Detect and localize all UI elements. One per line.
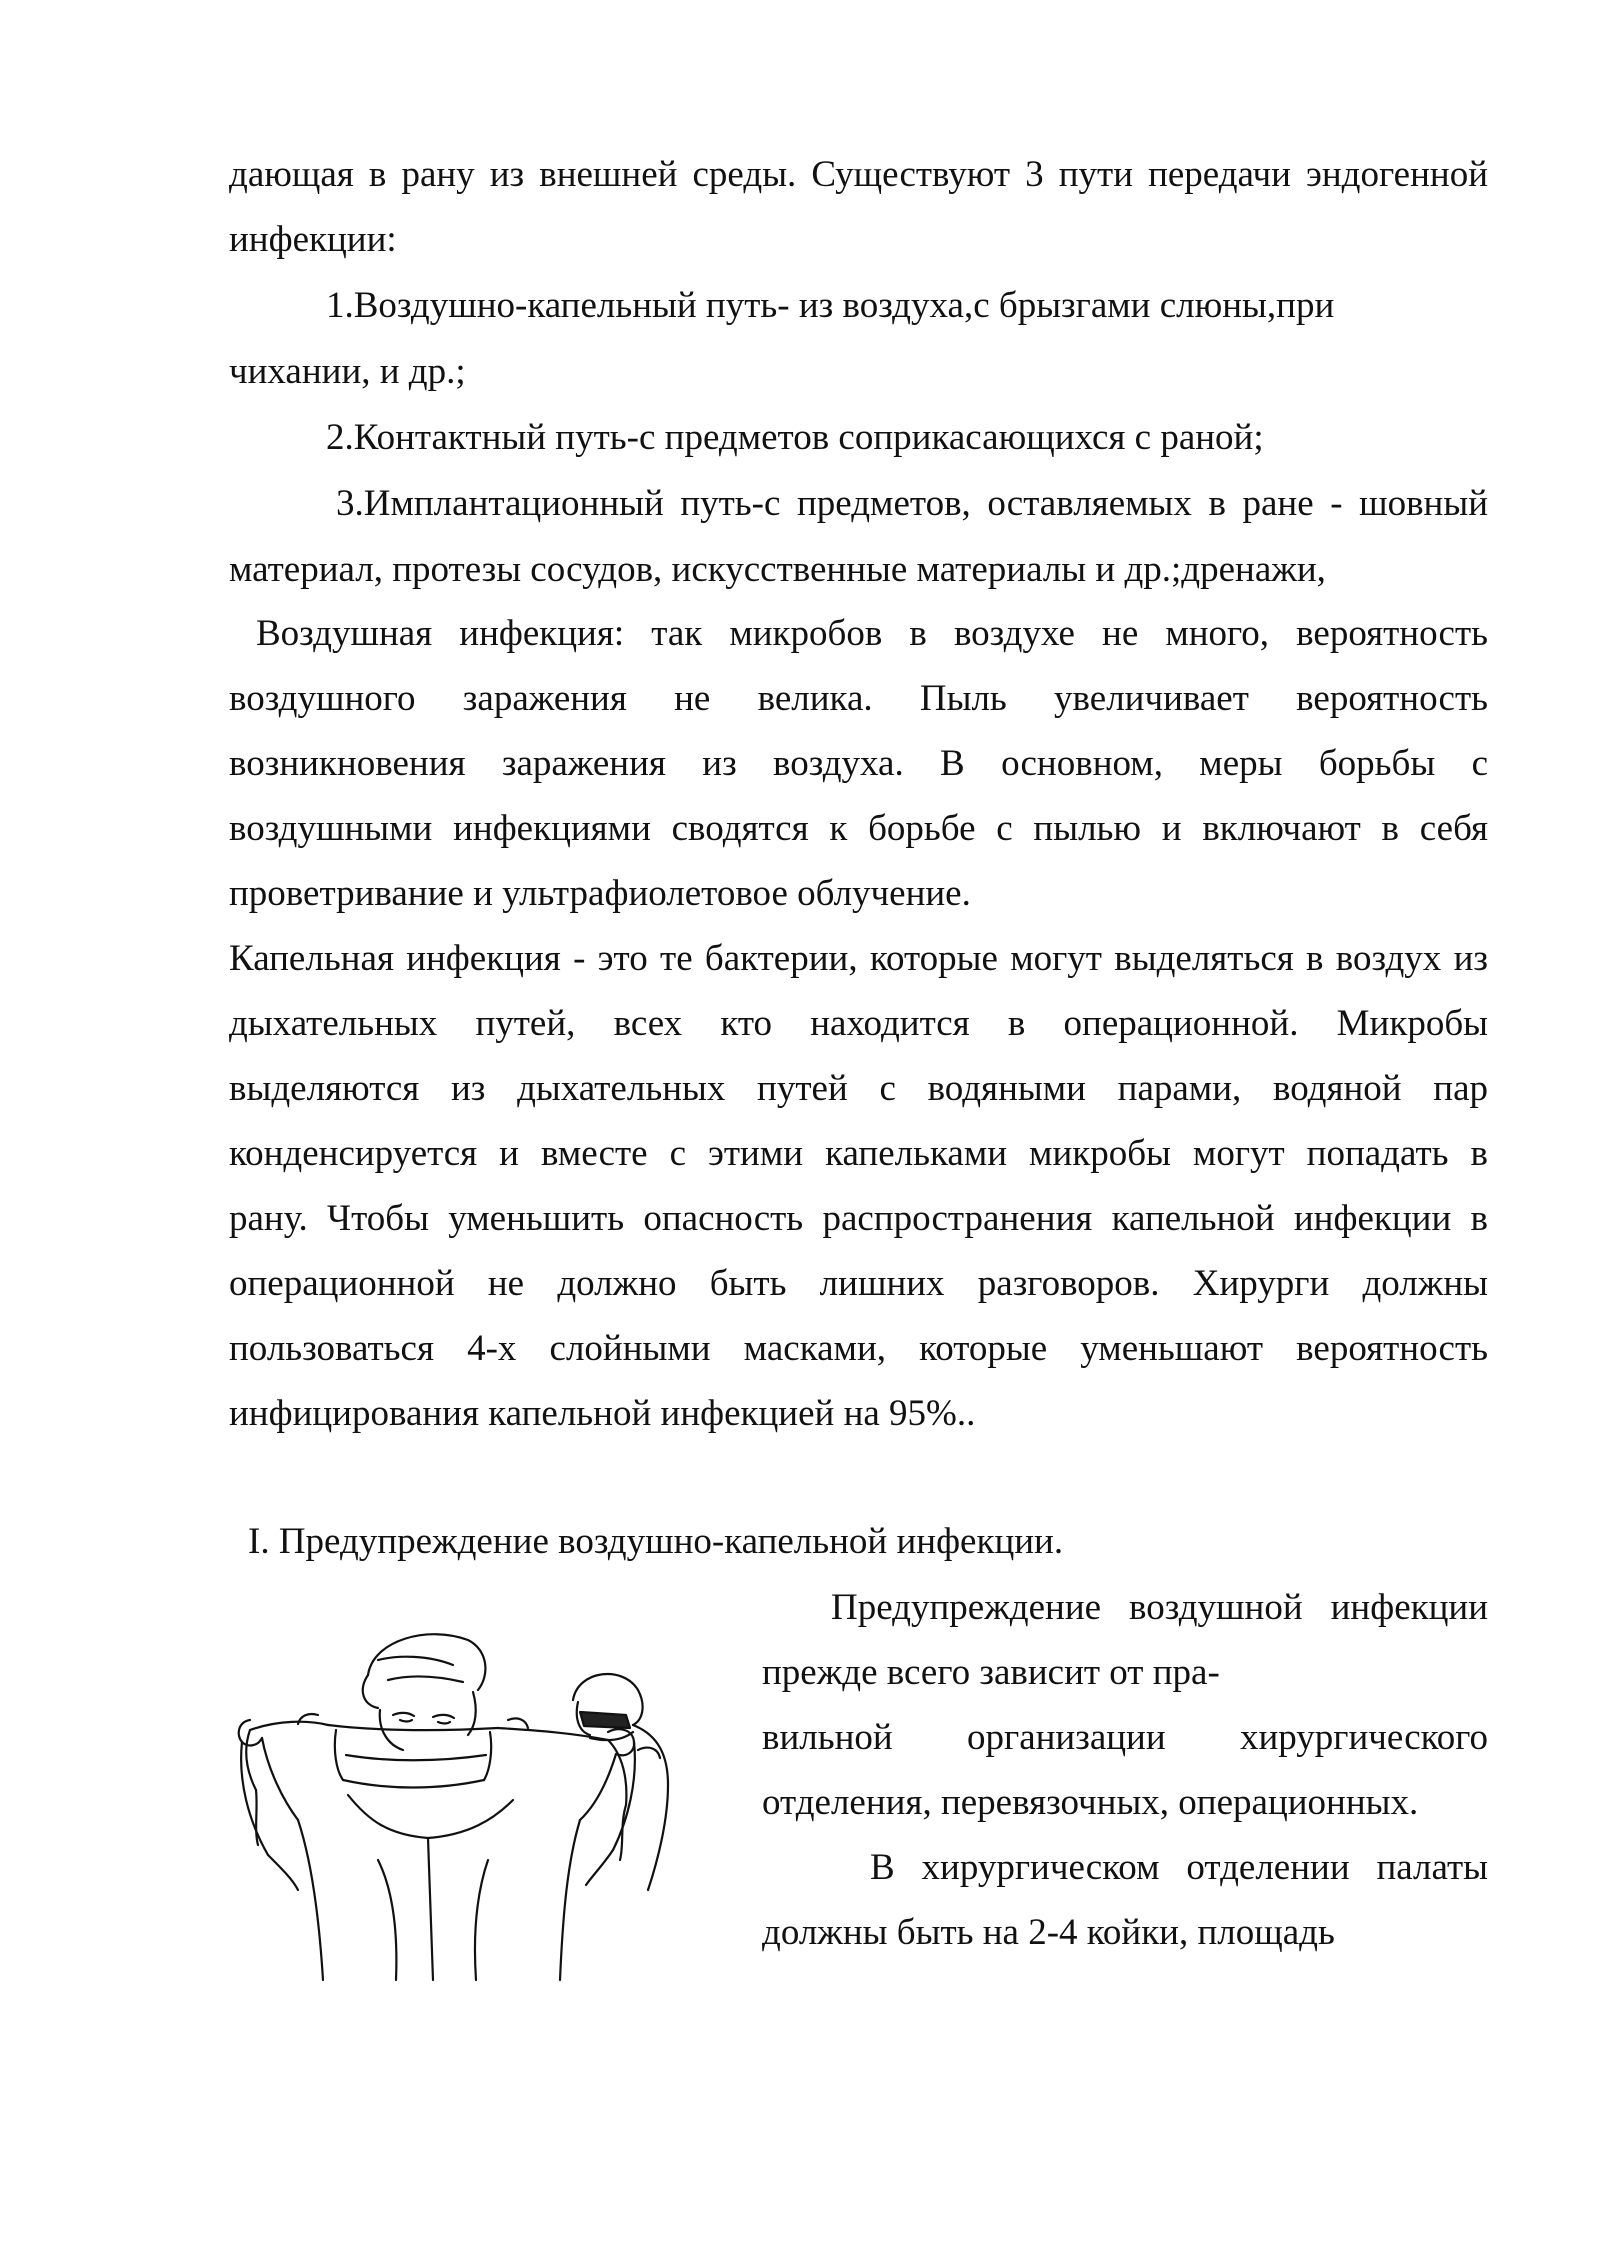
paragraph-line: инфицирования капельной инфекцией на 95%.. [229,1393,976,1434]
side-text-line: должны быть на 2-4 койки, площадь [762,1912,1335,1953]
paragraph-line: конденсируется и вместе с этими капельками микробы могут попадать в [229,1133,1488,1174]
paragraph-line: воздушного заражения не велика. Пыль увеличивает вероятность [229,678,1488,719]
surgeons-tying-mask-icon [228,1620,688,1990]
list-item-1-continuation: чихании, и др.; [229,351,466,392]
side-text-line: В хирургическом отделении палаты [870,1847,1488,1888]
side-text-line: прежде всего зависит от пра- [762,1652,1220,1693]
list-item-1: 1.Воздушно-капельный путь- из воздуха,с брызгами слюны,при [326,285,1335,326]
paragraph-line: возникновения заражения из воздуха. В основном, меры борьбы с [229,743,1488,784]
paragraph-line: Капельная инфекция - это те бактерии, которые могут выделяться в воздух из [229,938,1488,979]
paragraph-line: операционной не должно быть лишних разговоров. Хирурги должны [229,1263,1488,1304]
section-heading: I. Предупреждение воздушно-капельной инфекции. [248,1521,1064,1562]
paragraph-line: рану. Чтобы уменьшить опасность распространения капельной инфекции в [229,1198,1488,1239]
side-text-line: отделения, перевязочных, операционных. [762,1782,1419,1823]
surgeons-tying-mask-illustration [228,1620,688,1990]
list-item-3-continuation: материал, протезы сосудов, искусственные материалы и др.;дренажи, [229,549,1326,590]
paragraph-line: дающая в рану из внешней среды. Существуют 3 пути передачи эндогенной [229,154,1488,195]
paragraph-line: проветривание и ультрафиолетовое облучение. [229,873,971,914]
list-item-2: 2.Контактный путь-с предметов соприкасающихся с раной; [326,417,1264,458]
paragraph-line: Воздушная инфекция: так микробов в воздухе не много, вероятность [256,613,1488,654]
side-text-line: вильной организации хирургического [762,1717,1488,1758]
paragraph-line: пользоваться 4-х слойными масками, которые уменьшают вероятность [229,1328,1488,1369]
paragraph-line: дыхательных путей, всех кто находится в операционной. Микробы [229,1003,1488,1044]
paragraph-line: воздушными инфекциями сводятся к борьбе с пылью и включают в себя [229,808,1488,849]
paragraph-line: выделяются из дыхательных путей с водяными парами, водяной пар [229,1068,1488,1109]
list-item-3: 3.Имплантационный путь-с предметов, оставляемых в ране - шовный [336,483,1488,524]
paragraph-line: инфекции: [229,219,397,260]
side-text-line: Предупреждение воздушной инфекции [831,1587,1488,1628]
